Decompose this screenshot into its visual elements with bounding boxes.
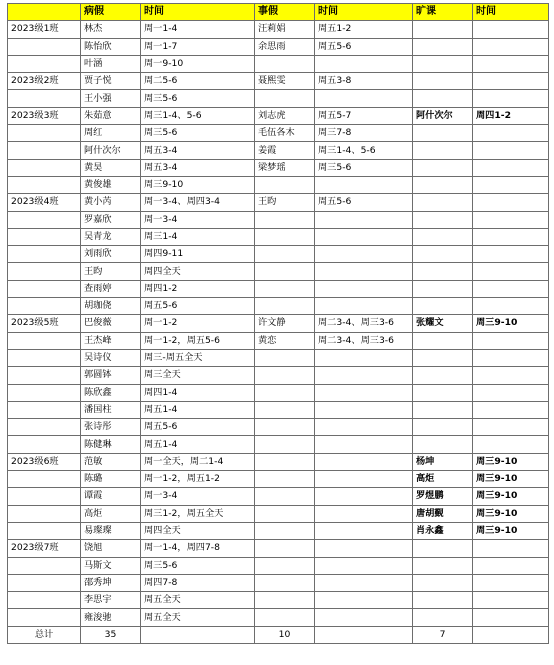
personal-leave-name	[255, 263, 315, 280]
absence-name	[413, 246, 473, 263]
table-row	[8, 505, 549, 522]
sick-leave-name: 胡珈侥	[81, 298, 141, 315]
personal-leave-name: 聂熙雯	[255, 73, 315, 90]
personal-leave-name	[255, 505, 315, 522]
sick-leave-time: 周四1-2	[141, 280, 255, 297]
absence-name	[413, 419, 473, 436]
absence-name	[413, 436, 473, 453]
table-row	[8, 453, 549, 470]
sick-leave-name: 王杰峰	[81, 332, 141, 349]
class-cell: 2023级7班	[8, 540, 81, 557]
class-cell	[8, 488, 81, 505]
personal-leave-name	[255, 453, 315, 470]
personal-leave-name	[255, 419, 315, 436]
personal-leave-time	[315, 246, 413, 263]
table-row	[8, 176, 549, 193]
sick-leave-name: 吴诗仪	[81, 349, 141, 366]
table-row	[8, 142, 549, 159]
sick-leave-name: 李思宇	[81, 592, 141, 609]
sick-leave-time: 周四1-4	[141, 384, 255, 401]
absence-time	[473, 332, 549, 349]
absence-time	[473, 384, 549, 401]
personal-leave-name	[255, 488, 315, 505]
sick-leave-time: 周一1-2	[141, 315, 255, 332]
class-cell	[8, 246, 81, 263]
absence-name: 罗煜鹏	[413, 488, 473, 505]
total-label: 总计	[8, 626, 81, 643]
personal-leave-name: 刘志虎	[255, 107, 315, 124]
absence-name: 阿什次尔	[413, 107, 473, 124]
absence-name	[413, 349, 473, 366]
absence-name	[413, 332, 473, 349]
sick-leave-name: 谭霞	[81, 488, 141, 505]
absence-time	[473, 194, 549, 211]
sick-leave-time: 周三9-10	[141, 176, 255, 193]
sick-leave-time: 周一全天，周二1-4	[141, 453, 255, 470]
personal-leave-name: 王昀	[255, 194, 315, 211]
personal-leave-time	[315, 384, 413, 401]
personal-leave-name	[255, 522, 315, 539]
personal-leave-time	[315, 263, 413, 280]
class-cell	[8, 38, 81, 55]
sick-leave-time: 周五1-4	[141, 436, 255, 453]
table-row	[8, 367, 549, 384]
table-row	[8, 298, 549, 315]
personal-leave-name	[255, 540, 315, 557]
absence-time	[473, 419, 549, 436]
sick-leave-name: 易璨璨	[81, 522, 141, 539]
absence-name	[413, 592, 473, 609]
sick-leave-time: 周一1-7	[141, 38, 255, 55]
personal-leave-name: 黄恋	[255, 332, 315, 349]
personal-leave-time: 周五1-2	[315, 21, 413, 38]
class-cell	[8, 522, 81, 539]
absence-time	[473, 159, 549, 176]
absence-time	[473, 125, 549, 142]
table-row	[8, 471, 549, 488]
table-row	[8, 38, 549, 55]
sick-leave-time: 周三1-2，周五全天	[141, 505, 255, 522]
sick-leave-time: 周三5-6	[141, 125, 255, 142]
sick-leave-time: 周四9-11	[141, 246, 255, 263]
table-row	[8, 401, 549, 418]
class-cell	[8, 557, 81, 574]
table-row	[8, 194, 549, 211]
table-row	[8, 228, 549, 245]
sick-leave-name: 饶旭	[81, 540, 141, 557]
absence-time	[473, 211, 549, 228]
class-cell	[8, 298, 81, 315]
sick-leave-name: 雍浚驰	[81, 609, 141, 626]
sick-leave-name: 刘雨欣	[81, 246, 141, 263]
total-cell: 10	[255, 626, 315, 643]
absence-name	[413, 557, 473, 574]
table-row	[8, 90, 549, 107]
sick-leave-name: 王小强	[81, 90, 141, 107]
personal-leave-name	[255, 90, 315, 107]
absence-time	[473, 55, 549, 72]
absence-time	[473, 401, 549, 418]
absence-time	[473, 540, 549, 557]
absence-name	[413, 125, 473, 142]
personal-leave-time	[315, 453, 413, 470]
personal-leave-time	[315, 609, 413, 626]
table-row	[8, 55, 549, 72]
class-cell	[8, 125, 81, 142]
total-cell	[315, 626, 413, 643]
personal-leave-name	[255, 471, 315, 488]
absence-time	[473, 298, 549, 315]
table-row	[8, 263, 549, 280]
personal-leave-name	[255, 384, 315, 401]
personal-leave-time: 周五5-6	[315, 38, 413, 55]
sick-leave-time: 周三1-4、5-6	[141, 107, 255, 124]
table-row	[8, 211, 549, 228]
absence-name: 张耀文	[413, 315, 473, 332]
absence-time	[473, 73, 549, 90]
class-cell	[8, 332, 81, 349]
absence-time: 周三9-10	[473, 315, 549, 332]
table-row	[8, 349, 549, 366]
personal-leave-time	[315, 280, 413, 297]
absence-name	[413, 298, 473, 315]
personal-leave-time	[315, 367, 413, 384]
sick-leave-name: 贾子悦	[81, 73, 141, 90]
absence-name	[413, 263, 473, 280]
class-cell	[8, 471, 81, 488]
class-cell	[8, 142, 81, 159]
absence-name	[413, 540, 473, 557]
personal-leave-name: 汪莉娟	[255, 21, 315, 38]
absence-time	[473, 38, 549, 55]
personal-leave-time	[315, 557, 413, 574]
personal-leave-time	[315, 419, 413, 436]
table-row	[8, 21, 549, 38]
table-row	[8, 384, 549, 401]
class-cell	[8, 592, 81, 609]
absence-name	[413, 574, 473, 591]
class-cell	[8, 574, 81, 591]
personal-leave-name	[255, 349, 315, 366]
sick-leave-time: 周三5-6	[141, 557, 255, 574]
table-row	[8, 280, 549, 297]
class-cell	[8, 349, 81, 366]
absence-name	[413, 142, 473, 159]
class-cell: 2023级5班	[8, 315, 81, 332]
personal-leave-time: 周二3-4、周三3-6	[315, 332, 413, 349]
personal-leave-name: 姜霞	[255, 142, 315, 159]
sick-leave-name: 王昀	[81, 263, 141, 280]
personal-leave-name	[255, 228, 315, 245]
personal-leave-name	[255, 401, 315, 418]
table-row	[8, 592, 549, 609]
header-absence: 旷课	[413, 4, 473, 21]
class-cell: 2023级4班	[8, 194, 81, 211]
personal-leave-time	[315, 176, 413, 193]
personal-leave-time	[315, 471, 413, 488]
personal-leave-time	[315, 298, 413, 315]
personal-leave-name	[255, 55, 315, 72]
absence-name	[413, 609, 473, 626]
personal-leave-time: 周五5-6	[315, 194, 413, 211]
class-cell	[8, 609, 81, 626]
header-row	[8, 4, 549, 21]
class-cell	[8, 401, 81, 418]
sick-leave-time: 周五1-4	[141, 401, 255, 418]
sick-leave-name: 马斯文	[81, 557, 141, 574]
sick-leave-time: 周二5-6	[141, 73, 255, 90]
table-row	[8, 540, 549, 557]
class-cell: 2023级2班	[8, 73, 81, 90]
personal-leave-name	[255, 176, 315, 193]
sick-leave-name: 黄昊	[81, 159, 141, 176]
sick-leave-time: 周四全天	[141, 263, 255, 280]
sick-leave-name: 范敏	[81, 453, 141, 470]
sick-leave-name: 潘国柱	[81, 401, 141, 418]
sick-leave-name: 林杰	[81, 21, 141, 38]
table-row	[8, 609, 549, 626]
personal-leave-time: 周五3-8	[315, 73, 413, 90]
personal-leave-time	[315, 211, 413, 228]
personal-leave-time: 周三5-6	[315, 159, 413, 176]
total-row	[8, 626, 549, 643]
absence-name	[413, 159, 473, 176]
sick-leave-time: 周三-周五全天	[141, 349, 255, 366]
sick-leave-name: 叶涵	[81, 55, 141, 72]
personal-leave-name	[255, 298, 315, 315]
total-cell: 7	[413, 626, 473, 643]
absence-time	[473, 574, 549, 591]
personal-leave-name	[255, 246, 315, 263]
class-cell	[8, 90, 81, 107]
class-cell	[8, 176, 81, 193]
personal-leave-time	[315, 436, 413, 453]
sick-leave-name: 阿什次尔	[81, 142, 141, 159]
sick-leave-name: 吴青龙	[81, 228, 141, 245]
table-row	[8, 574, 549, 591]
sick-leave-name: 周红	[81, 125, 141, 142]
class-cell: 2023级6班	[8, 453, 81, 470]
sick-leave-name: 郭圆钵	[81, 367, 141, 384]
sick-leave-name: 陈怡欣	[81, 38, 141, 55]
sick-leave-name: 黄俊雄	[81, 176, 141, 193]
sick-leave-name: 张诗彤	[81, 419, 141, 436]
class-cell	[8, 419, 81, 436]
personal-leave-name	[255, 367, 315, 384]
absence-time	[473, 436, 549, 453]
absence-name: 唐胡觐	[413, 505, 473, 522]
header-class	[8, 4, 81, 21]
personal-leave-name	[255, 436, 315, 453]
total-cell	[473, 626, 549, 643]
personal-leave-name	[255, 211, 315, 228]
absence-name	[413, 384, 473, 401]
absence-time: 周三9-10	[473, 471, 549, 488]
absence-name	[413, 38, 473, 55]
header-absence-time: 时间	[473, 4, 549, 21]
table-row	[8, 73, 549, 90]
class-cell	[8, 436, 81, 453]
sick-leave-name: 陈健琳	[81, 436, 141, 453]
absence-name	[413, 194, 473, 211]
sick-leave-time: 周一1-2，周五1-2	[141, 471, 255, 488]
sick-leave-time: 周三5-6	[141, 90, 255, 107]
personal-leave-time: 周三7-8	[315, 125, 413, 142]
total-cell	[141, 626, 255, 643]
personal-leave-time	[315, 592, 413, 609]
personal-leave-time	[315, 505, 413, 522]
absence-time	[473, 349, 549, 366]
absence-time	[473, 609, 549, 626]
absence-time	[473, 21, 549, 38]
leave-record-table	[7, 3, 549, 644]
table-row	[8, 522, 549, 539]
personal-leave-name: 毛伍各木	[255, 125, 315, 142]
total-cell: 35	[81, 626, 141, 643]
class-cell	[8, 263, 81, 280]
absence-time	[473, 557, 549, 574]
class-cell: 2023级3班	[8, 107, 81, 124]
personal-leave-name: 许文静	[255, 315, 315, 332]
sick-leave-time: 周一3-4	[141, 488, 255, 505]
table-row	[8, 436, 549, 453]
table-row	[8, 125, 549, 142]
absence-name	[413, 280, 473, 297]
sick-leave-time: 周五全天	[141, 592, 255, 609]
sick-leave-name: 巴俊薇	[81, 315, 141, 332]
sick-leave-time: 周一3-4、周四3-4	[141, 194, 255, 211]
absence-time	[473, 228, 549, 245]
class-cell	[8, 505, 81, 522]
sick-leave-time: 周一3-4	[141, 211, 255, 228]
table-row	[8, 246, 549, 263]
sick-leave-name: 邵秀坤	[81, 574, 141, 591]
table-row	[8, 557, 549, 574]
absence-time	[473, 90, 549, 107]
absence-time	[473, 176, 549, 193]
absence-name	[413, 55, 473, 72]
absence-name: 高炬	[413, 471, 473, 488]
sick-leave-time: 周三1-4	[141, 228, 255, 245]
class-cell	[8, 55, 81, 72]
absence-name	[413, 21, 473, 38]
personal-leave-time	[315, 574, 413, 591]
sick-leave-name: 陈欣鑫	[81, 384, 141, 401]
personal-leave-name	[255, 592, 315, 609]
sick-leave-time: 周四全天	[141, 522, 255, 539]
sick-leave-time: 周一1-4	[141, 21, 255, 38]
header-personal-time: 时间	[315, 4, 413, 21]
table-row	[8, 107, 549, 124]
absence-time	[473, 367, 549, 384]
personal-leave-time	[315, 540, 413, 557]
header-sick-leave: 病假	[81, 4, 141, 21]
sick-leave-time: 周五全天	[141, 609, 255, 626]
personal-leave-time	[315, 55, 413, 72]
absence-name: 杨坤	[413, 453, 473, 470]
absence-time: 周三9-10	[473, 505, 549, 522]
personal-leave-time: 周二3-4、周三3-6	[315, 315, 413, 332]
absence-time	[473, 280, 549, 297]
absence-time	[473, 246, 549, 263]
absence-time: 周三9-10	[473, 522, 549, 539]
absence-time: 周三9-10	[473, 488, 549, 505]
personal-leave-time	[315, 522, 413, 539]
personal-leave-time	[315, 349, 413, 366]
absence-name	[413, 73, 473, 90]
sick-leave-name: 高炬	[81, 505, 141, 522]
personal-leave-time	[315, 401, 413, 418]
sick-leave-time: 周五3-4	[141, 159, 255, 176]
absence-time	[473, 592, 549, 609]
class-cell	[8, 384, 81, 401]
sick-leave-name: 朱茹意	[81, 107, 141, 124]
absence-name	[413, 90, 473, 107]
header-sick-time: 时间	[141, 4, 255, 21]
absence-name	[413, 228, 473, 245]
sick-leave-name: 罗嘉欣	[81, 211, 141, 228]
sick-leave-name: 陈璐	[81, 471, 141, 488]
absence-name	[413, 401, 473, 418]
sick-leave-time: 周一1-4，周四7-8	[141, 540, 255, 557]
sick-leave-time: 周五3-4	[141, 142, 255, 159]
absence-time: 周三9-10	[473, 453, 549, 470]
personal-leave-name	[255, 557, 315, 574]
sick-leave-time: 周五5-6	[141, 419, 255, 436]
class-cell	[8, 159, 81, 176]
class-cell	[8, 367, 81, 384]
class-cell	[8, 211, 81, 228]
absence-time: 周四1-2	[473, 107, 549, 124]
absence-time	[473, 142, 549, 159]
absence-time	[473, 263, 549, 280]
sick-leave-time: 周一9-10	[141, 55, 255, 72]
table-row	[8, 315, 549, 332]
personal-leave-name: 梁梦瑶	[255, 159, 315, 176]
sick-leave-time: 周五5-6	[141, 298, 255, 315]
absence-name	[413, 367, 473, 384]
table-row	[8, 159, 549, 176]
table-row	[8, 419, 549, 436]
sick-leave-name: 查雨婷	[81, 280, 141, 297]
absence-name	[413, 176, 473, 193]
header-personal-leave: 事假	[255, 4, 315, 21]
personal-leave-name	[255, 280, 315, 297]
personal-leave-time: 周五5-7	[315, 107, 413, 124]
sick-leave-time: 周四7-8	[141, 574, 255, 591]
personal-leave-time	[315, 90, 413, 107]
sick-leave-time: 周三全天	[141, 367, 255, 384]
class-cell: 2023级1班	[8, 21, 81, 38]
absence-name	[413, 211, 473, 228]
class-cell	[8, 280, 81, 297]
sick-leave-name: 黄小芮	[81, 194, 141, 211]
sick-leave-time: 周一1-2，周五5-6	[141, 332, 255, 349]
personal-leave-time: 周三1-4、5-6	[315, 142, 413, 159]
table-row	[8, 332, 549, 349]
table-row	[8, 488, 549, 505]
personal-leave-name: 余思雨	[255, 38, 315, 55]
personal-leave-time	[315, 228, 413, 245]
personal-leave-name	[255, 574, 315, 591]
class-cell	[8, 228, 81, 245]
personal-leave-name	[255, 609, 315, 626]
absence-name: 肖永鑫	[413, 522, 473, 539]
personal-leave-time	[315, 488, 413, 505]
